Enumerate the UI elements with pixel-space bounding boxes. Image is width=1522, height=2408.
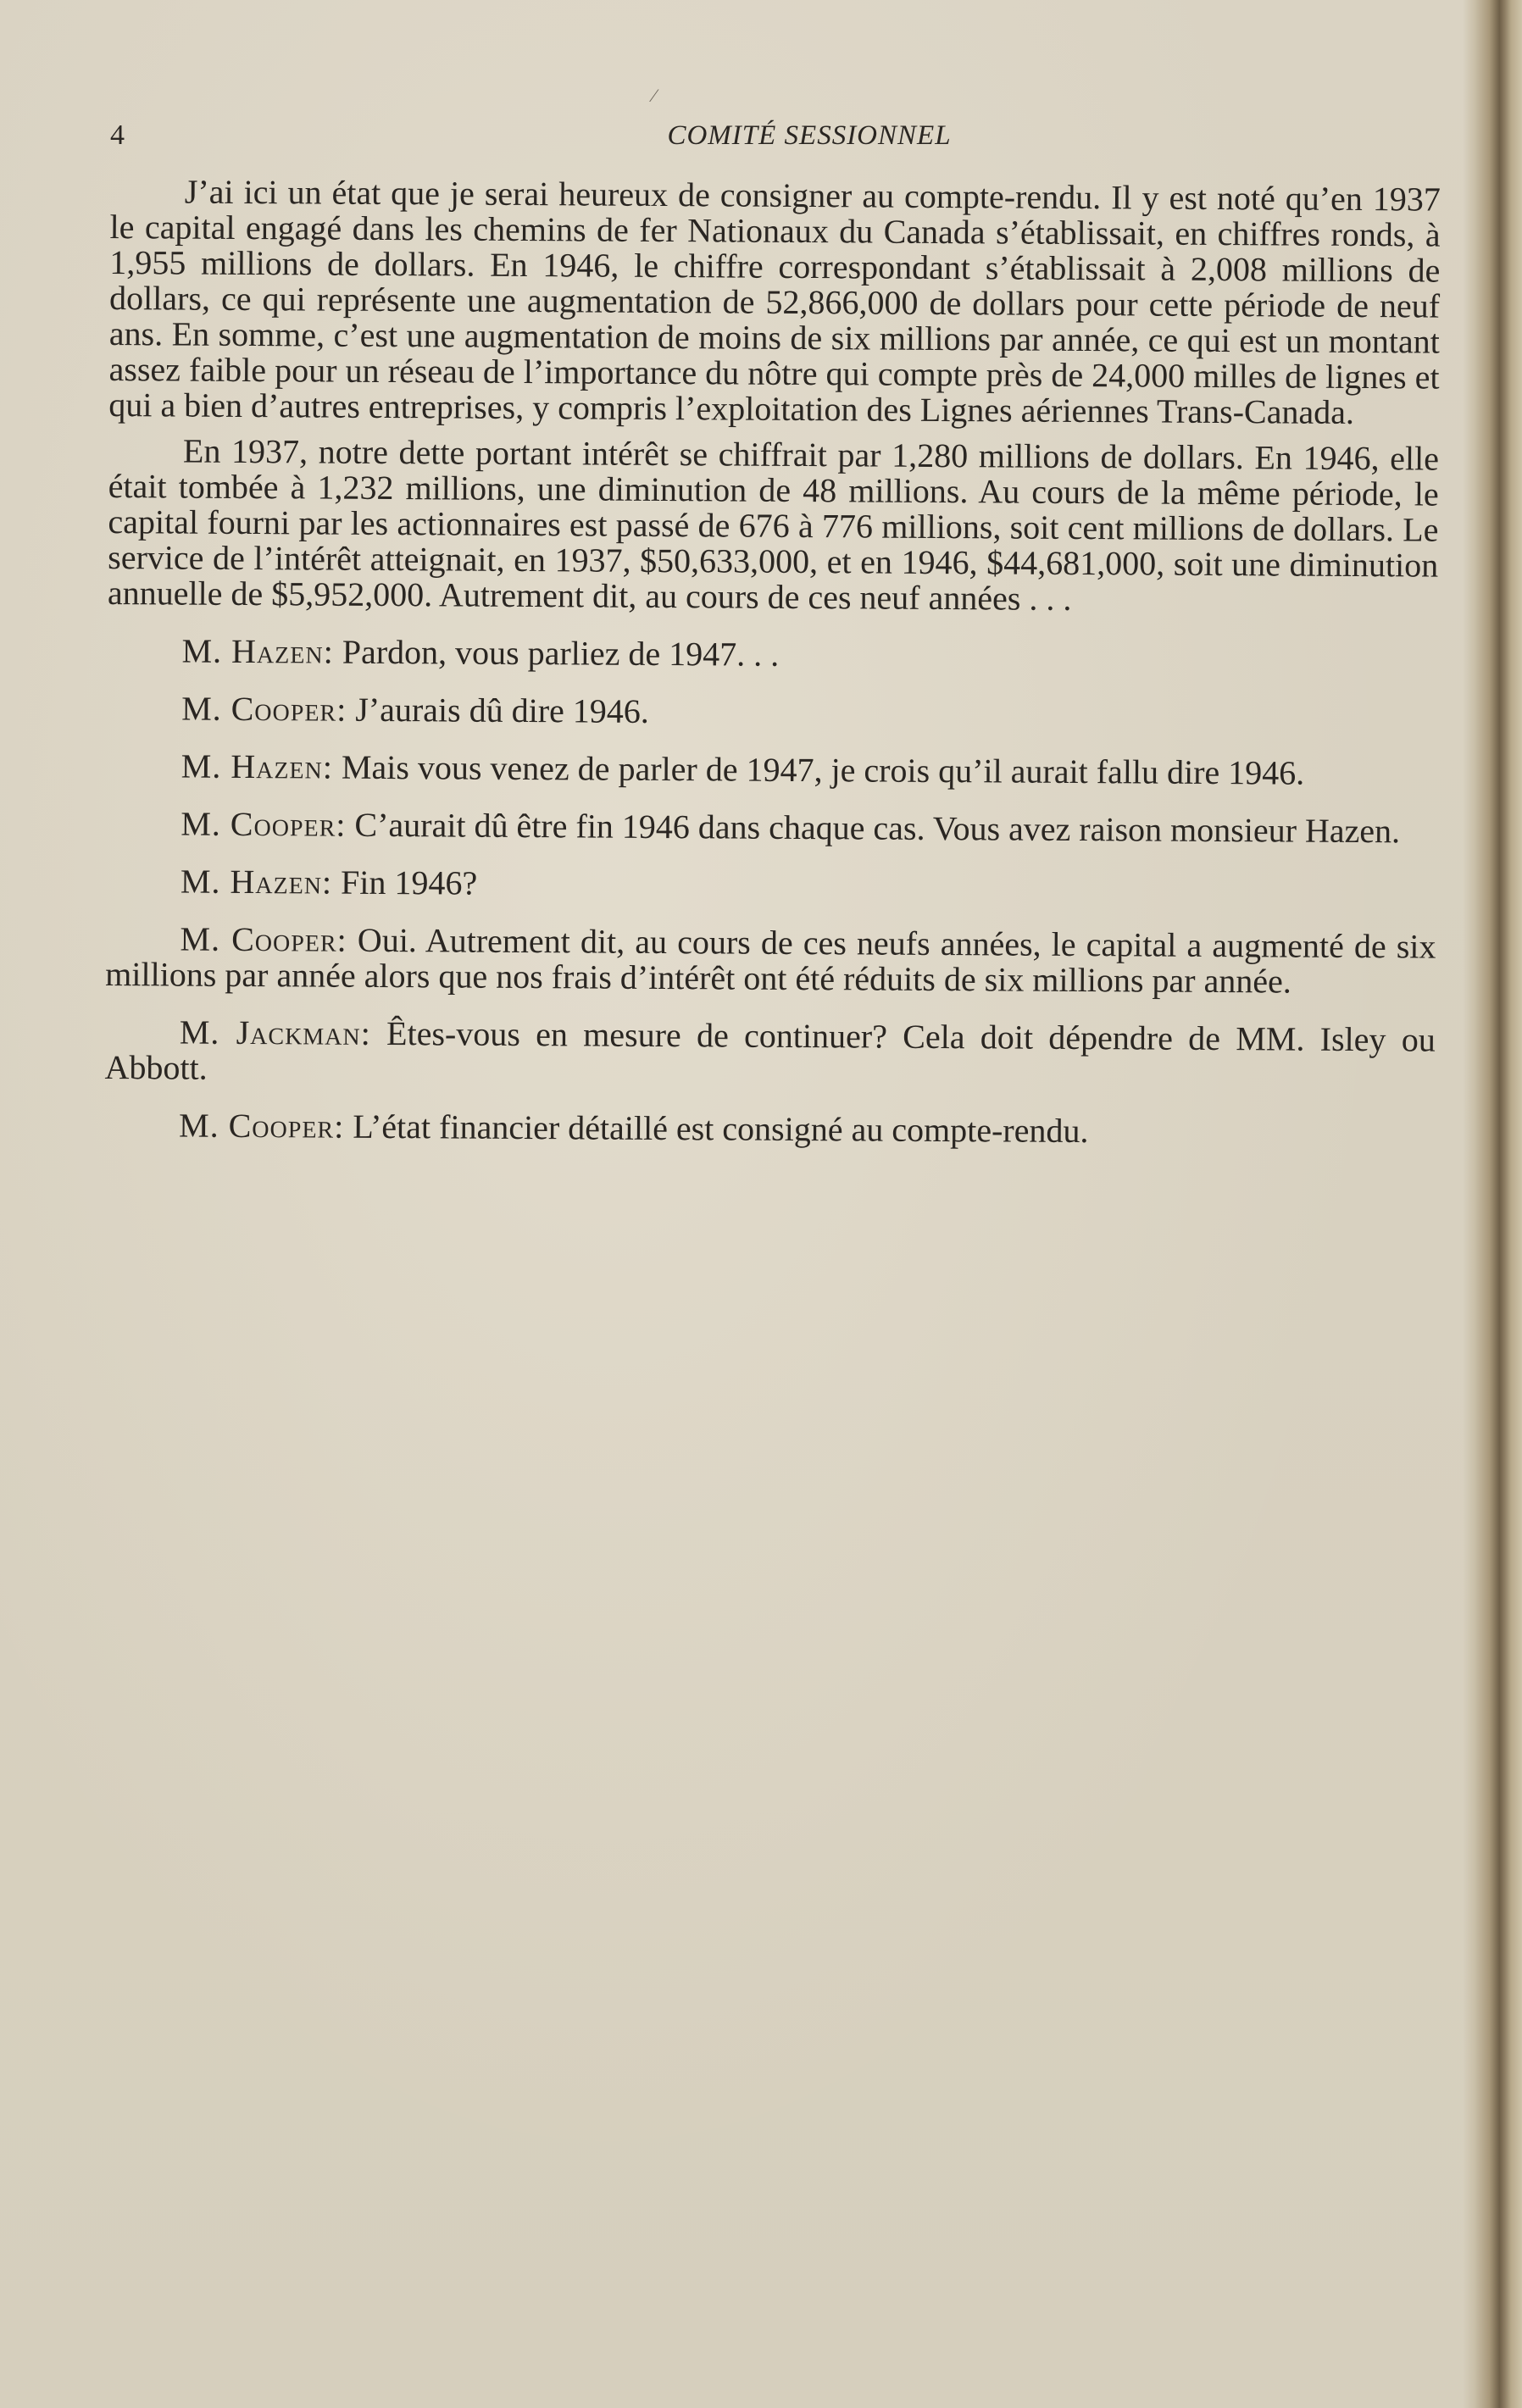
body-text [104, 174, 1441, 1151]
dialogue-line [107, 633, 1437, 677]
speaker-name: M. Hazen: [180, 862, 333, 902]
dialogue-text: Mais vous venez de parler de 1947, je crois qu’il aurait fallu dire 1946. [341, 747, 1305, 792]
dialogue-line [106, 806, 1436, 850]
dialogue-text: Êtes-vous en mesure de continuer? Cela doit dépendre de MM. Isley ou Abbott. [104, 1014, 1436, 1087]
speaker-name: M. Cooper: [181, 689, 347, 729]
dialogue-text: Fin 1946? [340, 863, 478, 902]
speaker-name: M. Jackman: [179, 1013, 371, 1052]
speaker-name: M. Hazen: [181, 746, 334, 786]
speaker-name: M. Cooper: [181, 804, 347, 844]
dialogue-text: Pardon, vous parliez de 1947. . . [342, 632, 780, 674]
dialogue-text: J’aurais dû dire 1946. [355, 690, 650, 730]
running-title: COMITÉ SESSIONNEL [667, 120, 952, 151]
dialogue-text: Oui. Autrement dit, au cours de ces neufs années, le capital a augmenté de six millions par année alors que nos frais d’intérêt ont été réduits de six millions par année. [105, 920, 1436, 1001]
dialogue-line [107, 691, 1437, 735]
dialogue-line [104, 1014, 1435, 1094]
dialogue-line [107, 748, 1437, 792]
speaker-name: M. Hazen: [181, 631, 334, 671]
dialogue-text: C’aurait dû être fin 1946 dans chaque cas. Vous avez raison monsieur Hazen. [354, 805, 1401, 851]
dialogue-text: L’état financier détaillé est consigné au compte-rendu. [353, 1107, 1089, 1151]
paragraph: J’ai ici un état que je serai heureux de consigner au compte-rendu. Il y est noté qu’en 1937 le capital engagé dans les chemins de fer Nationaux du Canada s’établissait, en chiffres ronds, à 1,955 millions de dollars. En 1946, le chiffre correspondant s’établissait à 2,008 millions de dollars, ce qui représente une augmentation de 52,866,000 de dollars pour cette période de neuf ans. En somme, c’est une augmentation de moins de six millions par année, ce qui est un montant assez faible pour un réseau de l’importance du nôtre qui compte près de 24,000 milles de lignes et qui a bien d’autres entreprises, y compris l’exploitation des Lignes aériennes Trans-Canada. [108, 172, 1441, 431]
page-number: 4 [110, 119, 125, 151]
paragraph: En 1937, notre dette portant intérêt se chiffrait par 1,280 millions de dollars. En 1946, elle était tombée à 1,232 millions, une diminution de 48 millions. Au cours de la même période, le capital fourni par les actionnaires est passé de 676 à 776 millions, soit cent millions de dollars. Le service de l’intérêt atteignait, en 1937, $50,633,000, et en 1946, $44,681,000, soit une diminution annuelle de $5,952,000. Autrement dit, au cours de ces neuf années . . . [107, 431, 1440, 618]
dialogue-line [105, 921, 1436, 1001]
ink-speck-mark: ⁄ [653, 85, 656, 106]
speaker-name: M. Cooper: [179, 1106, 345, 1146]
dialogue-line [104, 1107, 1435, 1151]
speaker-name: M. Cooper: [180, 919, 347, 959]
dialogue-line [106, 863, 1436, 907]
page-header [110, 117, 1432, 159]
page-binding-edge [1463, 0, 1522, 2408]
